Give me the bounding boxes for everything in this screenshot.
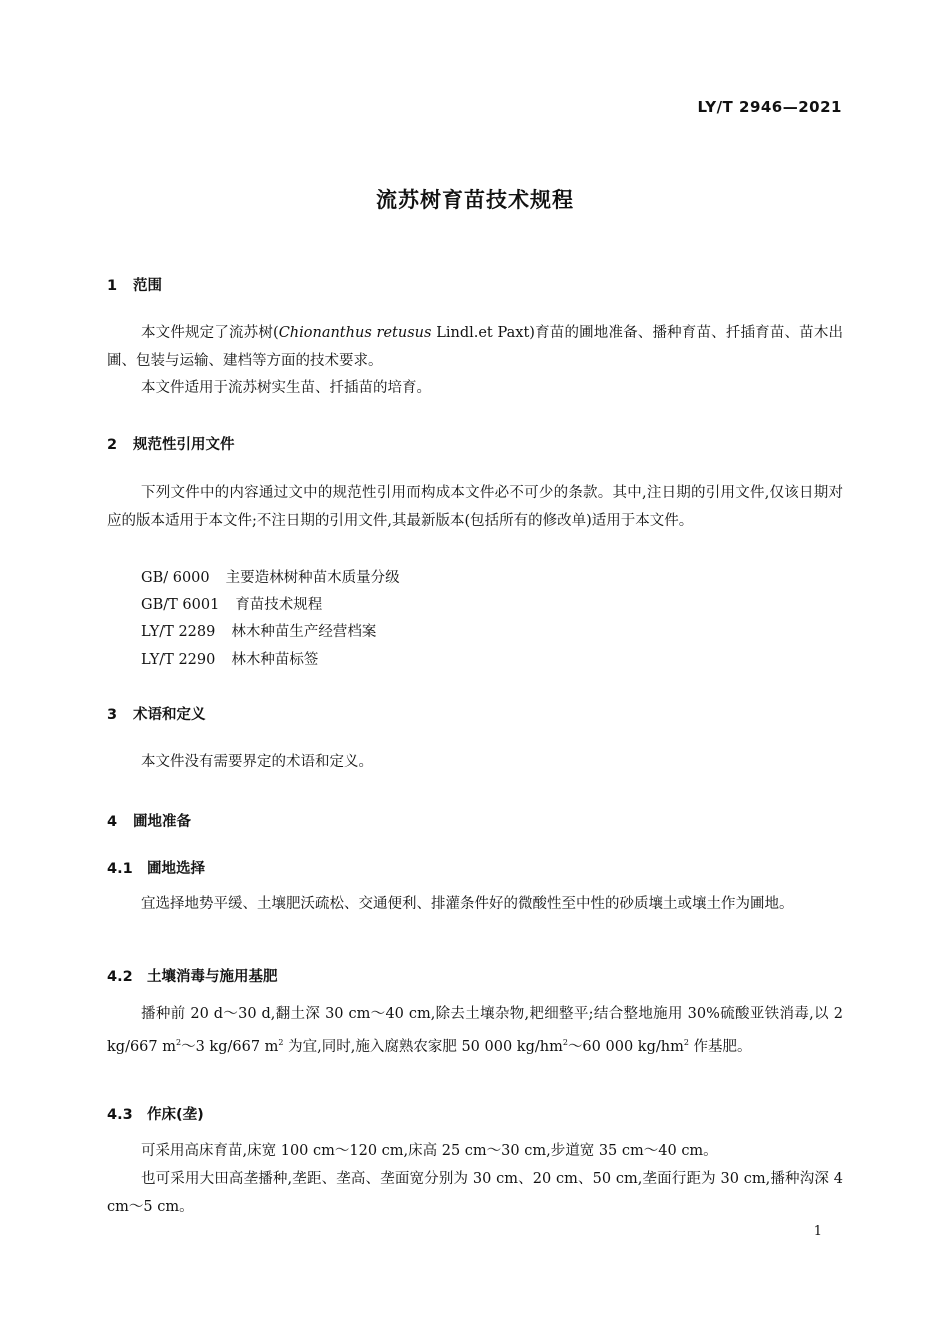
- paragraph: 可采用高床育苗,床宽 100 cm～120 cm,床高 25 cm～30 cm,步道宽 35 cm～40 cm。: [141, 1143, 718, 1159]
- latin-name: Chionanthus retusus: [278, 325, 432, 341]
- paragraph: 宜选择地势平缓、土壤肥沃疏松、交通便利、排灌条件好的微酸性至中性的砂质壤土或壤土作为圃地。: [141, 896, 794, 912]
- section-title: 规范性引用文件: [133, 437, 235, 453]
- section-number: 3: [107, 707, 118, 723]
- paragraph: [107, 320, 843, 375]
- paragraph: 下列文件中的内容通过文中的规范性引用而构成本文件必不可少的条款。其中,注日期的引用文件,仅该日期对应的版本适用于本文件;不注日期的引用文件,其最新版本(包括所有的修改单)适用于本文件。: [107, 485, 843, 529]
- section-number: 4.2: [107, 969, 133, 985]
- reference-code: LY/T 2289: [141, 624, 216, 640]
- text-run: 本文件规定了流苏树(: [141, 325, 279, 341]
- paragraph: 本文件没有需要界定的术语和定义。: [141, 754, 373, 770]
- paragraph: [107, 1001, 843, 1061]
- section-heading-3: [107, 703, 206, 724]
- section-title: 圃地准备: [133, 814, 191, 830]
- paragraph: 也可采用大田高垄播种,垄距、垄高、垄面宽分别为 30 cm、20 cm、50 cm,垄面行距为 30 cm,播种沟深 4 cm～5 cm。: [107, 1171, 843, 1215]
- section-number: 4: [107, 814, 118, 830]
- section-title: 范围: [133, 278, 162, 294]
- text-run: 播种前 20 d～30 d,翻土深 30 cm～40 cm,除去土壤杂物,耙细整平;结合整地施用 30%硫酸亚铁消毒,以 2 kg/667 m: [107, 1006, 843, 1055]
- text-run: 为宜,同时,施入腐熟农家肥 50 000 kg/hm: [283, 1038, 563, 1055]
- standard-code: LY/T 2946—2021: [697, 98, 842, 116]
- subsection-heading-4-1: [107, 857, 205, 878]
- text-run: 作基肥。: [688, 1038, 752, 1055]
- reference-item: [141, 648, 318, 669]
- text-run: Lindl.et Paxt)育苗的圃地准备、播种育苗、扦插育苗、苗木出圃、包装与运输、建档等方面的技术要求。: [107, 325, 844, 369]
- section-number: 2: [107, 437, 118, 453]
- section-number: 4.3: [107, 1107, 133, 1123]
- reference-code: GB/ 6000: [141, 570, 210, 586]
- section-heading-1: [107, 274, 162, 295]
- reference-item: [141, 593, 322, 614]
- section-title: 土壤消毒与施用基肥: [147, 969, 278, 985]
- section-title: 作床(垄): [147, 1107, 204, 1123]
- reference-item: [141, 566, 400, 587]
- section-heading-2: [107, 433, 235, 454]
- section-number: 4.1: [107, 861, 133, 877]
- superscript: 2: [683, 1037, 689, 1047]
- section-title: 术语和定义: [133, 707, 206, 723]
- reference-item: [141, 620, 376, 641]
- reference-name: 林木种苗标签: [231, 652, 319, 668]
- section-heading-4: [107, 810, 191, 831]
- page-number: 1: [813, 1224, 822, 1239]
- superscript: 2: [278, 1037, 284, 1047]
- section-number: 1: [107, 278, 118, 294]
- subsection-heading-4-3: [107, 1103, 204, 1124]
- reference-code: GB/T 6001: [141, 597, 220, 613]
- superscript: 2: [562, 1037, 568, 1047]
- reference-name: 主要造林树种苗木质量分级: [225, 570, 400, 586]
- document-title: 流苏树育苗技术规程: [376, 188, 574, 212]
- text-run: ～60 000 kg/hm: [567, 1038, 684, 1055]
- subsection-heading-4-2: [107, 965, 278, 986]
- paragraph: 本文件适用于流苏树实生苗、扦插苗的培育。: [141, 380, 431, 396]
- superscript: 2: [176, 1037, 182, 1047]
- section-title: 圃地选择: [147, 861, 205, 877]
- reference-name: 林木种苗生产经营档案: [231, 624, 377, 640]
- text-run: ～3 kg/667 m: [181, 1038, 279, 1055]
- reference-code: LY/T 2290: [141, 652, 216, 668]
- reference-name: 育苗技术规程: [235, 597, 323, 613]
